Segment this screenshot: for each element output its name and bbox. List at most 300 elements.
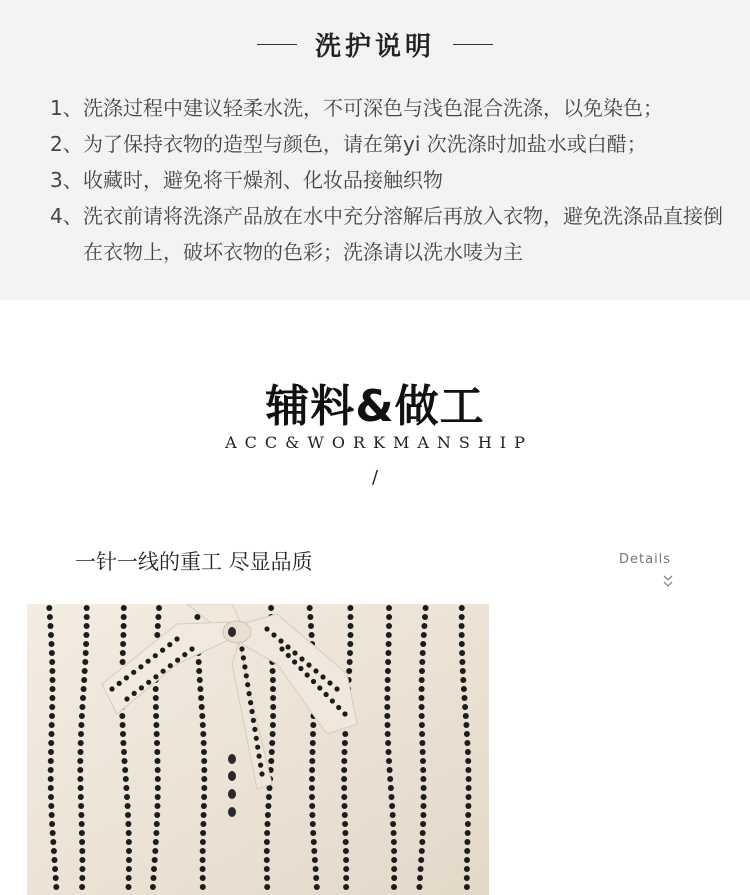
fabric-dot <box>48 758 54 764</box>
fabric-dot <box>343 875 349 881</box>
fabric-dot <box>464 731 470 737</box>
fabric-dot <box>155 623 161 629</box>
fabric-dot <box>309 758 315 764</box>
fabric-dot <box>385 731 391 737</box>
fabric-dot <box>310 731 316 737</box>
fabric-dot <box>200 722 206 728</box>
fabric-dot <box>342 803 348 809</box>
title-left-rule <box>257 44 297 45</box>
fabric-dot <box>49 641 55 647</box>
fabric-dot <box>77 776 83 782</box>
fabric-dot <box>126 866 132 872</box>
fabric-dot <box>199 713 205 719</box>
fabric-dot <box>155 794 161 800</box>
fabric-dot <box>121 605 127 611</box>
fabric-dot <box>343 839 349 845</box>
bow-dot <box>255 745 260 750</box>
fabric-dot <box>464 866 470 872</box>
title-right-rule <box>453 44 493 45</box>
bow-dot <box>174 636 179 641</box>
fabric-dot <box>155 803 161 809</box>
fabric-dot <box>48 776 54 782</box>
fabric-dot <box>48 623 54 629</box>
fabric-dot <box>79 839 85 845</box>
fabric-dot <box>122 758 128 764</box>
bow-dot <box>292 659 297 664</box>
fabric-dot <box>420 776 426 782</box>
fabric-dot <box>84 605 90 611</box>
fabric-dot <box>264 848 270 854</box>
fabric-dot <box>123 785 129 791</box>
fabric-dot <box>347 650 353 656</box>
double-chevron-down-icon <box>662 574 674 588</box>
fabric-dot <box>264 839 270 845</box>
bow-dot <box>249 709 254 714</box>
fabric-dot <box>341 767 347 773</box>
fabric-dot <box>389 803 395 809</box>
fabric-dot <box>465 758 471 764</box>
fabric-dot <box>420 650 426 656</box>
bow-dot <box>251 718 256 723</box>
bow-dot <box>279 646 284 651</box>
bow-dot <box>248 700 253 705</box>
bow-dot <box>311 679 316 684</box>
fabric-dot <box>201 749 207 755</box>
fabric-dot <box>200 857 206 863</box>
fabric-dot <box>79 875 85 881</box>
fabric-dot <box>121 749 127 755</box>
care-list <box>50 90 730 270</box>
bow-dot <box>132 691 137 696</box>
fabric-dot <box>313 866 319 872</box>
fabric-dot <box>264 884 270 890</box>
care-item <box>50 162 730 198</box>
fabric-dot <box>199 704 205 710</box>
fabric-dot <box>266 794 272 800</box>
fabric-dot <box>385 722 391 728</box>
fabric-dot <box>464 839 470 845</box>
fabric-dot <box>47 614 53 620</box>
fabric-dot <box>264 875 270 881</box>
details-label: Details <box>619 552 672 567</box>
bow-dot <box>161 669 166 674</box>
care-item-text: 洗涤过程中建议轻柔水洗，不可深色与浅色混合洗涤，以免染色； <box>83 96 663 120</box>
fabric-dot <box>194 614 200 620</box>
fabric-dot <box>421 632 427 638</box>
fabric-dot <box>342 731 348 737</box>
fabric-dot <box>420 758 426 764</box>
fabric-dot <box>418 857 424 863</box>
bow-dot <box>245 682 250 687</box>
fabric-dot <box>155 776 161 782</box>
fabric-dot <box>459 650 465 656</box>
bow-dot <box>109 686 114 691</box>
fabric-dot <box>465 749 471 755</box>
fabric-dot <box>79 848 85 854</box>
fabric-dot <box>82 659 88 665</box>
fabric-dot <box>119 713 125 719</box>
bow-dot <box>239 646 244 651</box>
button <box>228 807 236 817</box>
bow-dot <box>182 652 187 657</box>
fabric-dot <box>154 812 160 818</box>
fabric-dot <box>465 821 471 827</box>
bow-dot <box>146 680 151 685</box>
bow-dot <box>124 675 129 680</box>
fabric-dot <box>347 605 353 611</box>
fabric-dot <box>270 677 276 683</box>
fabric-dot <box>48 803 54 809</box>
fabric-dot <box>386 614 392 620</box>
fabric-dot <box>197 677 203 683</box>
fabric-dot <box>348 614 354 620</box>
fabric-dot <box>466 794 472 800</box>
fabric-dot <box>83 641 89 647</box>
fabric-dot <box>342 749 348 755</box>
fabric-dot <box>423 605 429 611</box>
fabric-dot <box>416 884 422 890</box>
fabric-dot <box>126 830 132 836</box>
fabric-dot <box>308 623 314 629</box>
fabric-dot <box>419 722 425 728</box>
fabric-dot <box>462 695 468 701</box>
fabric-dot <box>464 857 470 863</box>
fabric-dot <box>84 614 90 620</box>
bow-dot <box>305 672 310 677</box>
fabric-dot <box>153 713 159 719</box>
fabric-dot <box>312 857 318 863</box>
fabric-dot <box>269 740 275 746</box>
fabric-dot <box>120 740 126 746</box>
fabric-dot <box>459 623 465 629</box>
fabric-dot <box>155 785 161 791</box>
fabric-dot <box>466 776 472 782</box>
fabric-dot <box>420 767 426 773</box>
fabric-dot <box>341 758 347 764</box>
fabric-dot <box>268 605 274 611</box>
fabric-dot <box>314 884 320 890</box>
fabric-dot <box>53 875 59 881</box>
fabric-dot <box>343 848 349 854</box>
fabric-dot <box>391 884 397 890</box>
bow-dot <box>327 680 332 685</box>
fabric-dot <box>269 749 275 755</box>
bow-dot <box>167 642 172 647</box>
fabric-dot <box>120 632 126 638</box>
care-item <box>50 90 730 126</box>
fabric-dot <box>49 821 55 827</box>
fabric-dot <box>78 803 84 809</box>
fabric-dot <box>309 632 315 638</box>
fabric-dot <box>391 857 397 863</box>
fabric-dot <box>48 749 54 755</box>
fabric-dot <box>310 830 316 836</box>
fabric-dot <box>200 884 206 890</box>
fabric-dot <box>120 722 126 728</box>
fabric-dot <box>126 857 132 863</box>
fabric-dot <box>79 821 85 827</box>
fabric-dot <box>153 839 159 845</box>
bow-dot <box>286 653 291 658</box>
bow-dot <box>241 655 246 660</box>
fabric-dot <box>465 767 471 773</box>
accessories-subtitle: ACC&WORKMANSHIP <box>225 433 533 452</box>
fabric-dot <box>81 686 87 692</box>
fabric-dot <box>200 875 206 881</box>
bow-dot <box>168 663 173 668</box>
fabric-dot <box>49 722 55 728</box>
fabric-dot <box>120 650 126 656</box>
fabric-dot <box>200 848 206 854</box>
fabric-dot <box>197 686 203 692</box>
fabric-dot <box>391 866 397 872</box>
fabric-dot <box>342 821 348 827</box>
fabric-dot <box>82 668 88 674</box>
fabric-dot <box>121 614 127 620</box>
fabric-dot <box>270 731 276 737</box>
fabric-dot <box>268 758 274 764</box>
fabric-dot <box>386 758 392 764</box>
fabric-dot <box>270 695 276 701</box>
fabric-dot <box>155 758 161 764</box>
fabric-dot <box>385 659 391 665</box>
fabric-dot <box>153 695 159 701</box>
fabric-dot <box>421 623 427 629</box>
fabric-dot <box>270 722 276 728</box>
fabric-dot <box>387 767 393 773</box>
bow-dot <box>342 711 347 716</box>
fabric-dot <box>78 731 84 737</box>
fabric-dot <box>341 776 347 782</box>
fabric-dot <box>309 785 315 791</box>
fabric-dot <box>420 641 426 647</box>
fabric-dot <box>419 713 425 719</box>
fabric-dot <box>459 659 465 665</box>
fabric-dot <box>309 794 315 800</box>
fabric-dot <box>78 722 84 728</box>
fabric-dot <box>270 713 276 719</box>
bow-dot <box>254 736 259 741</box>
fabric-dot <box>83 650 89 656</box>
fabric-dot <box>201 758 207 764</box>
fabric-dot <box>307 614 313 620</box>
fabric-dot <box>154 731 160 737</box>
fabric-dot <box>421 785 427 791</box>
fabric-dot <box>126 875 132 881</box>
fabric-dot <box>386 605 392 611</box>
button <box>228 754 236 764</box>
fabric-dot <box>310 821 316 827</box>
bow-dot <box>247 691 252 696</box>
fabric-dot <box>201 767 207 773</box>
fabric-dot <box>151 866 157 872</box>
fabric-dot <box>201 785 207 791</box>
fabric-dot <box>270 704 276 710</box>
fabric-dot <box>201 794 207 800</box>
care-item-number: 3、 <box>50 168 83 192</box>
button <box>228 789 236 799</box>
fabric-dot <box>126 848 132 854</box>
fabric-dot <box>342 812 348 818</box>
fabric-dot <box>386 749 392 755</box>
fabric-dot <box>79 704 85 710</box>
bow-dot <box>299 656 304 661</box>
fabric-dot <box>348 623 354 629</box>
fabric-dot <box>78 785 84 791</box>
fabric-dot <box>154 632 160 638</box>
fabric-dot <box>79 830 85 836</box>
fabric-dot <box>460 668 466 674</box>
fabric-dot <box>121 623 127 629</box>
bow-dot <box>146 659 151 664</box>
fabric-dot <box>386 641 392 647</box>
detail-caption: 一针一线的重工 尽显品质 <box>75 550 313 574</box>
fabric-dot <box>391 848 397 854</box>
fabric-dot <box>309 803 315 809</box>
fabric-dot <box>196 668 202 674</box>
fabric-dot <box>48 632 54 638</box>
fabric-dot <box>49 668 55 674</box>
fabric-dot <box>77 767 83 773</box>
bow-dot <box>257 754 262 759</box>
fabric-dot <box>417 875 423 881</box>
fabric-dot <box>120 659 126 665</box>
fabric-dot <box>125 812 131 818</box>
fabric-dot <box>51 848 57 854</box>
fabric-dot <box>385 668 391 674</box>
fabric-dot <box>419 740 425 746</box>
fabric-dot <box>465 812 471 818</box>
bow-dot <box>330 698 335 703</box>
fabric-dot <box>83 632 89 638</box>
fabric-dot <box>79 857 85 863</box>
fabric-dot <box>465 803 471 809</box>
fabric-dot <box>200 866 206 872</box>
fabric-dot <box>343 884 349 890</box>
fabric-dot <box>418 866 424 872</box>
fabric-dot <box>264 830 270 836</box>
fabric-dot <box>126 884 132 890</box>
fabric-dot <box>343 866 349 872</box>
fabric-dot <box>201 803 207 809</box>
fabric-dot <box>48 767 54 773</box>
fabric-dot <box>341 785 347 791</box>
fabric-dot <box>264 857 270 863</box>
care-item <box>50 126 730 162</box>
bow-dot <box>258 763 263 768</box>
fabric-dot <box>459 632 465 638</box>
fabric-dot <box>200 839 206 845</box>
fabric-dot <box>53 884 59 890</box>
fabric-dot <box>384 695 390 701</box>
fabric-dot <box>466 785 472 791</box>
fabric-dot <box>386 632 392 638</box>
bow-dot <box>131 670 136 675</box>
bow-dot <box>334 686 339 691</box>
bow-dot <box>324 692 329 697</box>
fabric-dot <box>459 605 465 611</box>
fabric-image <box>27 604 489 895</box>
fabric-dot <box>81 677 87 683</box>
bow-dot <box>175 658 180 663</box>
fabric-dot <box>421 794 427 800</box>
fabric-dot <box>201 812 207 818</box>
fabric-dot <box>49 713 55 719</box>
fabric-dot <box>84 623 90 629</box>
care-item-number: 2、 <box>50 132 83 156</box>
fabric-dot <box>419 677 425 683</box>
button <box>228 627 236 637</box>
fabric-dot <box>311 848 317 854</box>
fabric-dot <box>50 686 56 692</box>
fabric-dot <box>419 695 425 701</box>
fabric-dot <box>49 704 55 710</box>
fabric-dot <box>154 749 160 755</box>
fabric-dot <box>122 767 128 773</box>
fabric-dot <box>342 740 348 746</box>
accessories-slash: / <box>371 467 379 488</box>
fabric-dot <box>265 821 271 827</box>
fabric-dot <box>310 749 316 755</box>
fabric-dot <box>50 830 56 836</box>
fabric-dot <box>153 830 159 836</box>
fabric-dot <box>385 650 391 656</box>
bow-dot <box>117 681 122 686</box>
fabric-dot <box>49 659 55 665</box>
fabric-dot <box>153 704 159 710</box>
fabric-dot <box>78 794 84 800</box>
fabric-dot <box>385 740 391 746</box>
fabric-dot <box>419 686 425 692</box>
bow-dot <box>139 685 144 690</box>
fabric-dot <box>124 794 130 800</box>
fabric-dot <box>419 848 425 854</box>
fabric-dot <box>459 614 465 620</box>
fabric-dot <box>154 821 160 827</box>
fabric-dot <box>48 794 54 800</box>
fabric-dot <box>49 731 55 737</box>
fabric-dot <box>462 704 468 710</box>
fabric-dot <box>390 821 396 827</box>
fabric-dot <box>309 776 315 782</box>
fabric-dot <box>420 821 426 827</box>
fabric-dot <box>464 740 470 746</box>
fabric-dot <box>151 875 157 881</box>
fabric-dot <box>313 875 319 881</box>
fabric-dot <box>310 722 316 728</box>
button <box>228 771 236 781</box>
bow-dot <box>306 662 311 667</box>
fabric-dot <box>422 614 428 620</box>
fabric-dot <box>152 848 158 854</box>
fabric-dot <box>52 857 58 863</box>
fabric-dot <box>125 803 131 809</box>
fabric-dot <box>198 695 204 701</box>
fabric-dot <box>347 641 353 647</box>
care-item <box>50 198 730 270</box>
fabric-dot <box>309 812 315 818</box>
fabric-dot <box>150 884 156 890</box>
fabric-dot <box>153 686 159 692</box>
fabric-dot <box>385 677 391 683</box>
fabric-detail-photo <box>27 604 489 895</box>
fabric-dot <box>459 641 465 647</box>
fabric-dot <box>341 794 347 800</box>
bow-dot <box>336 705 341 710</box>
fabric-dot <box>387 776 393 782</box>
bow-dot <box>252 727 257 732</box>
fabric-dot <box>391 830 397 836</box>
